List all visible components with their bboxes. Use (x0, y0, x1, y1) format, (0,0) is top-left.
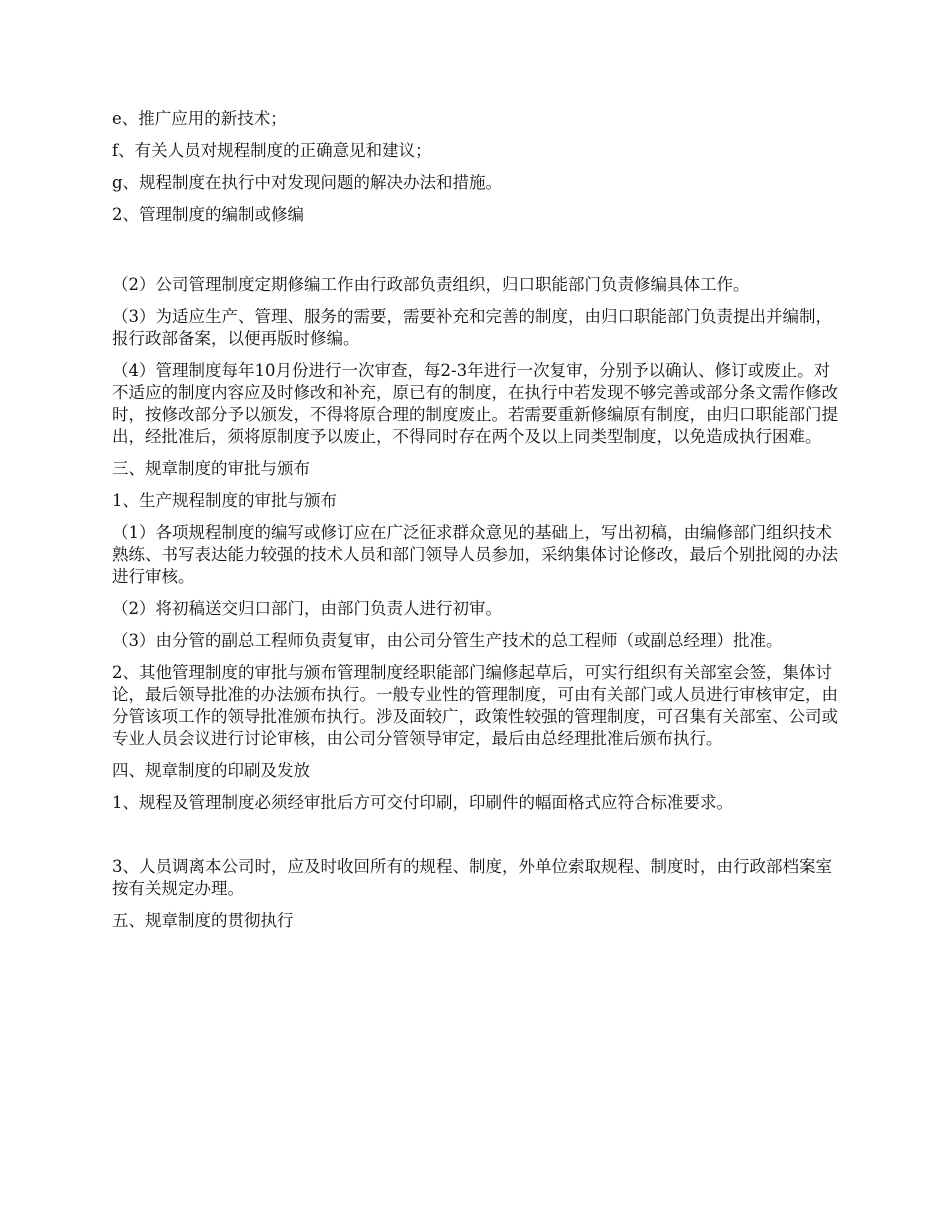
list-item-f: f、有关人员对规程制度的正确意见和建议； (112, 141, 432, 160)
section-heading-4: 四、规章制度的印刷及发放 (112, 761, 310, 780)
paragraph-item-4: （4）管理制度每年10月份进行一次审查，每2-3年进行一次复审，分别予以确认、修订或废止。对不适应的制度内容应及时修改和补充，原已有的制度，在执行中若发现不够完善或部分条文需作修改时，按修改部分予以颁发，不得将原合理的制度废止。若需要重新修编原有制度，由归口职能部门提出，经批准后，须将原制度予以废止，不得同时存在两个及以上同类型制度，以免造成执行困难。 (112, 361, 838, 446)
paragraph-item-3: （3）为适应生产、管理、服务的需要，需要补充和完善的制度，由归口职能部门负责提出并编制，报行政部备案，以便再版时修编。 (112, 307, 832, 348)
list-item-e: e、推广应用的新技术； (112, 109, 287, 128)
list-item-g: g、规程制度在执行中对发现问题的解决办法和措施。 (112, 173, 503, 192)
paragraph-approval-3: （3）由分管的副总工程师负责复审，由公司分管生产技术的总工程师（或副总经理）批准。 (112, 631, 783, 650)
spacer (112, 236, 842, 274)
document-body (112, 108, 842, 942)
section-heading-5: 五、规章制度的贯彻执行 (112, 911, 294, 930)
paragraph-item-2: （2）公司管理制度定期修编工作由行政部负责组织，归口职能部门负责修编具体工作。 (112, 275, 750, 294)
paragraph-other-management: 2、其他管理制度的审批与颁布管理制度经职能部门编修起草后，可实行组织有关部室会签，集体讨论，最后领导批准的办法颁布执行。一般专业性的管理制度，可由有关部门或人员进行审核审定，由分管该项工作的领导批准颁布执行。涉及面较广，政策性较强的管理制度，可召集有关部室、公司或专业人员会议进行讨论审核，由公司分管领导审定，最后由总经理批准后颁布执行。 (112, 663, 838, 748)
paragraph-approval-2: （2）将初稿送交归口部门，由部门负责人进行初审。 (112, 599, 502, 618)
subheading-production-approval: 1、生产规程制度的审批与颁布 (112, 491, 337, 510)
paragraph-printing-3: 3、人员调离本公司时，应及时收回所有的规程、制度，外单位索取规程、制度时，由行政部档案室按有关规定办理。 (112, 857, 832, 898)
subheading-management-compile: 2、管理制度的编制或修编 (112, 205, 304, 224)
section-heading-3: 三、规章制度的审批与颁布 (112, 459, 310, 478)
paragraph-printing-1: 1、规程及管理制度必须经审批后方可交付印刷，印刷件的幅面格式应符合标准要求。 (112, 793, 733, 812)
spacer (112, 824, 842, 856)
paragraph-approval-1: （1）各项规程制度的编写或修订应在广泛征求群众意见的基础上，写出初稿，由编修部门组织技术熟练、书写表达能力较强的技术人员和部门领导人员参加，采纳集体讨论修改，最后个别批阅的办法进行审核。 (112, 523, 838, 586)
